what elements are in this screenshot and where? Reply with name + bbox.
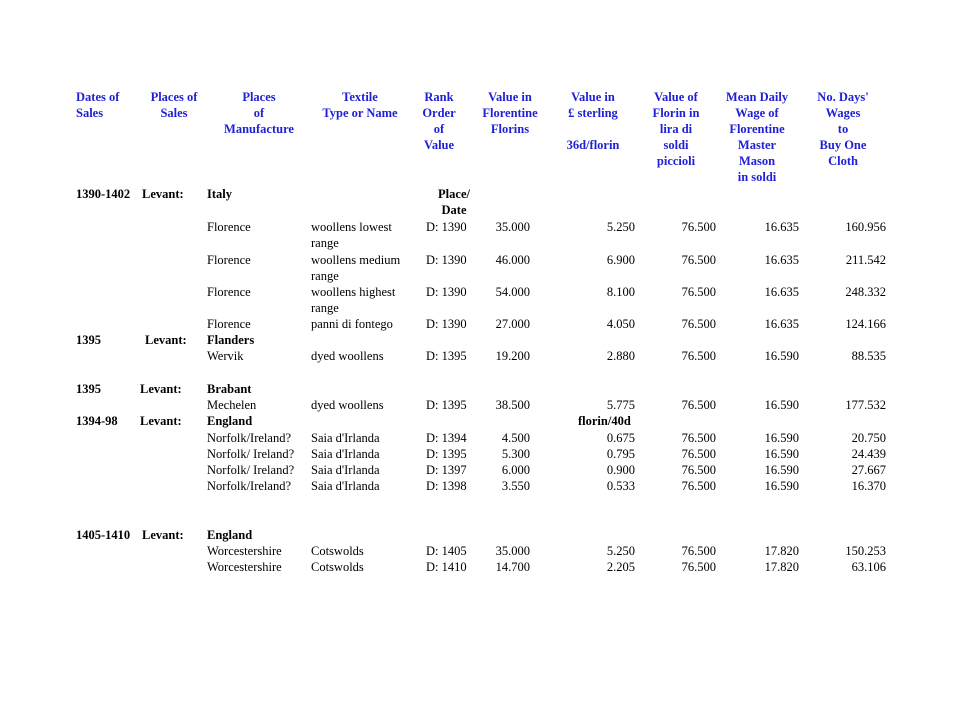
header-line: Florin in [652, 106, 700, 120]
cell-florins: 6.000 [501, 463, 530, 477]
cell-sterling: 4.050 [606, 317, 635, 331]
cell-sterling: 8.100 [606, 285, 635, 299]
cell-manufacture: Florence [207, 317, 251, 331]
cell-days: 27.667 [851, 463, 886, 477]
cell-sterling: 5.250 [606, 544, 635, 558]
cell-sterling: 0.533 [606, 479, 635, 493]
header-mean-daily-wage [726, 89, 788, 185]
cell-days: 24.439 [851, 447, 886, 461]
cell-sterling: 5.250 [606, 220, 635, 234]
cell-lira: 76.500 [681, 544, 716, 558]
cell-rank: D: 1395 [426, 349, 467, 363]
cell-rank: D: 1390 [426, 220, 467, 234]
header-line: Order [422, 106, 456, 120]
group-place: Levant: [140, 414, 182, 428]
group-date: 1394-98 [76, 414, 118, 428]
cell-wage: 16.635 [764, 220, 799, 234]
cell-wage: 16.590 [764, 447, 799, 461]
header-value-sterling [567, 89, 620, 153]
header-line: Value of [654, 90, 698, 104]
cell-textile: Cotswolds [311, 560, 364, 574]
cell-textile: Saia d'Irlanda [311, 463, 380, 477]
cell-days: 16.370 [851, 479, 886, 493]
cell-rank: D: 1410 [426, 560, 467, 574]
header-line [567, 121, 620, 137]
cell-wage: 16.635 [764, 317, 799, 331]
cell-rank: D: 1397 [426, 463, 467, 477]
cell-lira: 76.500 [681, 349, 716, 363]
header-value-florins [482, 89, 537, 137]
cell-days: 150.253 [845, 544, 886, 558]
cell-days: 124.166 [845, 317, 886, 331]
cell-wage: 16.590 [764, 431, 799, 445]
cell-rank: D: 1398 [426, 479, 467, 493]
cell-lira: 76.500 [681, 463, 716, 477]
cell-lira: 76.500 [681, 447, 716, 461]
header-line: Master [737, 138, 777, 152]
header-line: Florentine [482, 106, 538, 120]
header-line: Manufacture [224, 122, 294, 136]
group-date: 1395 [76, 333, 101, 347]
group-date: 1390-1402 [76, 187, 131, 201]
cell-wage: 16.590 [764, 463, 799, 477]
header-textile-type [322, 89, 397, 121]
header-line: No. Days' [817, 90, 869, 104]
header-line: Places of [150, 90, 198, 104]
group-region: England [207, 414, 253, 428]
cell-sterling: 0.795 [606, 447, 635, 461]
header-line: Mason [738, 154, 776, 168]
cell-florins: 38.500 [495, 398, 530, 412]
header-dates-of-sales [76, 89, 119, 121]
cell-manufacture: Norfolk/ Ireland? [207, 463, 295, 477]
cell-textile: dyed woollens [311, 398, 384, 412]
cell-manufacture: Florence [207, 285, 251, 299]
cell-manufacture: Florence [207, 253, 251, 267]
group-place: Levant: [142, 187, 184, 201]
group-region: Italy [207, 187, 232, 201]
cell-lira: 76.500 [681, 220, 716, 234]
cell-textile: Saia d'Irlanda [311, 447, 380, 461]
header-line: £ sterling [568, 106, 618, 120]
cell-sterling: 2.880 [606, 349, 635, 363]
cell-manufacture: Wervik [207, 349, 244, 363]
group-place: Levant: [145, 333, 187, 347]
cell-textile: woollens highest range [311, 285, 396, 315]
header-line: Wages [825, 106, 861, 120]
header-line: Dates of [76, 90, 120, 104]
cell-days: 88.535 [851, 349, 886, 363]
cell-wage: 17.820 [764, 560, 799, 574]
header-line: Florins [490, 122, 530, 136]
header-value-lira [653, 89, 700, 169]
cell-wage: 16.590 [764, 479, 799, 493]
cell-florins: 4.500 [501, 431, 530, 445]
group-region: Flanders [207, 333, 255, 347]
cell-textile: panni di fontego [311, 317, 393, 331]
cell-days: 177.532 [845, 398, 886, 412]
group-place: Levant: [142, 528, 184, 542]
cell-lira: 76.500 [681, 317, 716, 331]
header-line: Florentine [729, 122, 785, 136]
header-line: to [837, 122, 849, 136]
header-line: Buy One [819, 138, 867, 152]
cell-manufacture: Worcestershire [207, 544, 282, 558]
group-note: Place/ Date [438, 187, 470, 217]
group-region: England [207, 528, 253, 542]
cell-manufacture: Worcestershire [207, 560, 282, 574]
header-days-wages [817, 89, 868, 169]
header-line: Type or Name [322, 106, 398, 120]
header-line: Rank [424, 90, 454, 104]
header-line: Cloth [828, 154, 858, 168]
cell-manufacture: Florence [207, 220, 251, 234]
cell-wage: 16.590 [764, 398, 799, 412]
cell-lira: 76.500 [681, 285, 716, 299]
cell-textile: dyed woollens [311, 349, 384, 363]
cell-manufacture: Norfolk/Ireland? [207, 431, 291, 445]
cell-florins: 54.000 [495, 285, 530, 299]
cell-rank: D: 1395 [426, 398, 467, 412]
header-line: lira di [659, 122, 693, 136]
header-line: Mean Daily [725, 90, 789, 104]
group-region: Brabant [207, 382, 252, 396]
cell-manufacture: Norfolk/Ireland? [207, 479, 291, 493]
group-date: 1405-1410 [76, 528, 131, 542]
cell-rank: D: 1390 [426, 253, 467, 267]
header-line: piccioli [656, 154, 696, 168]
cell-lira: 76.500 [681, 431, 716, 445]
cell-florins: 14.700 [495, 560, 530, 574]
header-line: of [253, 106, 265, 120]
header-line: Textile [342, 90, 378, 104]
cell-rank: D: 1390 [426, 285, 467, 299]
cell-days: 20.750 [851, 431, 886, 445]
cell-sterling: 5.775 [606, 398, 635, 412]
header-rank-order [422, 89, 455, 153]
cell-wage: 16.635 [764, 285, 799, 299]
group-place: Levant: [140, 382, 182, 396]
cell-lira: 76.500 [681, 560, 716, 574]
cell-florins: 3.550 [501, 479, 530, 493]
header-line: 36d/florin [566, 138, 620, 152]
cell-textile: woollens lowest range [311, 220, 392, 250]
cell-days: 63.106 [851, 560, 886, 574]
cell-textile: Saia d'Irlanda [311, 479, 380, 493]
cell-sterling: 0.675 [606, 431, 635, 445]
header-line: Sales [160, 106, 188, 120]
header-line: Value in [571, 90, 615, 104]
header-line: Value [423, 138, 455, 152]
cell-florins: 35.000 [495, 220, 530, 234]
header-line: of [433, 122, 445, 136]
group-date: 1395 [76, 382, 101, 396]
cell-textile: woollens medium range [311, 253, 401, 283]
cell-rank: D: 1395 [426, 447, 467, 461]
header-line: Wage of [735, 106, 779, 120]
cell-rank: D: 1394 [426, 431, 467, 445]
header-line: soldi [663, 138, 689, 152]
cell-manufacture: Norfolk/ Ireland? [207, 447, 295, 461]
cell-wage: 16.635 [764, 253, 799, 267]
cell-wage: 16.590 [764, 349, 799, 363]
cell-rank: D: 1390 [426, 317, 467, 331]
cell-lira: 76.500 [681, 398, 716, 412]
cell-florins: 35.000 [495, 544, 530, 558]
cell-rank: D: 1405 [426, 544, 467, 558]
cell-florins: 19.200 [495, 349, 530, 363]
cell-manufacture: Mechelen [207, 398, 257, 412]
header-line: Places [242, 90, 276, 104]
cell-florins: 46.000 [495, 253, 530, 267]
cell-lira: 76.500 [681, 253, 716, 267]
cell-florins: 27.000 [495, 317, 530, 331]
cell-wage: 17.820 [764, 544, 799, 558]
cell-days: 160.956 [845, 220, 886, 234]
header-places-of-sales [151, 89, 198, 121]
group-note: florin/40d [578, 414, 631, 428]
cell-textile: Saia d'Irlanda [311, 431, 380, 445]
header-line: Sales [76, 106, 104, 120]
cell-sterling: 6.900 [606, 253, 635, 267]
header-line: in soldi [737, 170, 777, 184]
cell-textile: Cotswolds [311, 544, 364, 558]
cell-lira: 76.500 [681, 479, 716, 493]
cell-florins: 5.300 [501, 447, 530, 461]
cell-sterling: 2.205 [606, 560, 635, 574]
header-line: Value in [488, 90, 532, 104]
cell-days: 211.542 [845, 253, 886, 267]
cell-sterling: 0.900 [606, 463, 635, 477]
header-places-of-manufacture [224, 89, 294, 137]
cell-days: 248.332 [845, 285, 886, 299]
